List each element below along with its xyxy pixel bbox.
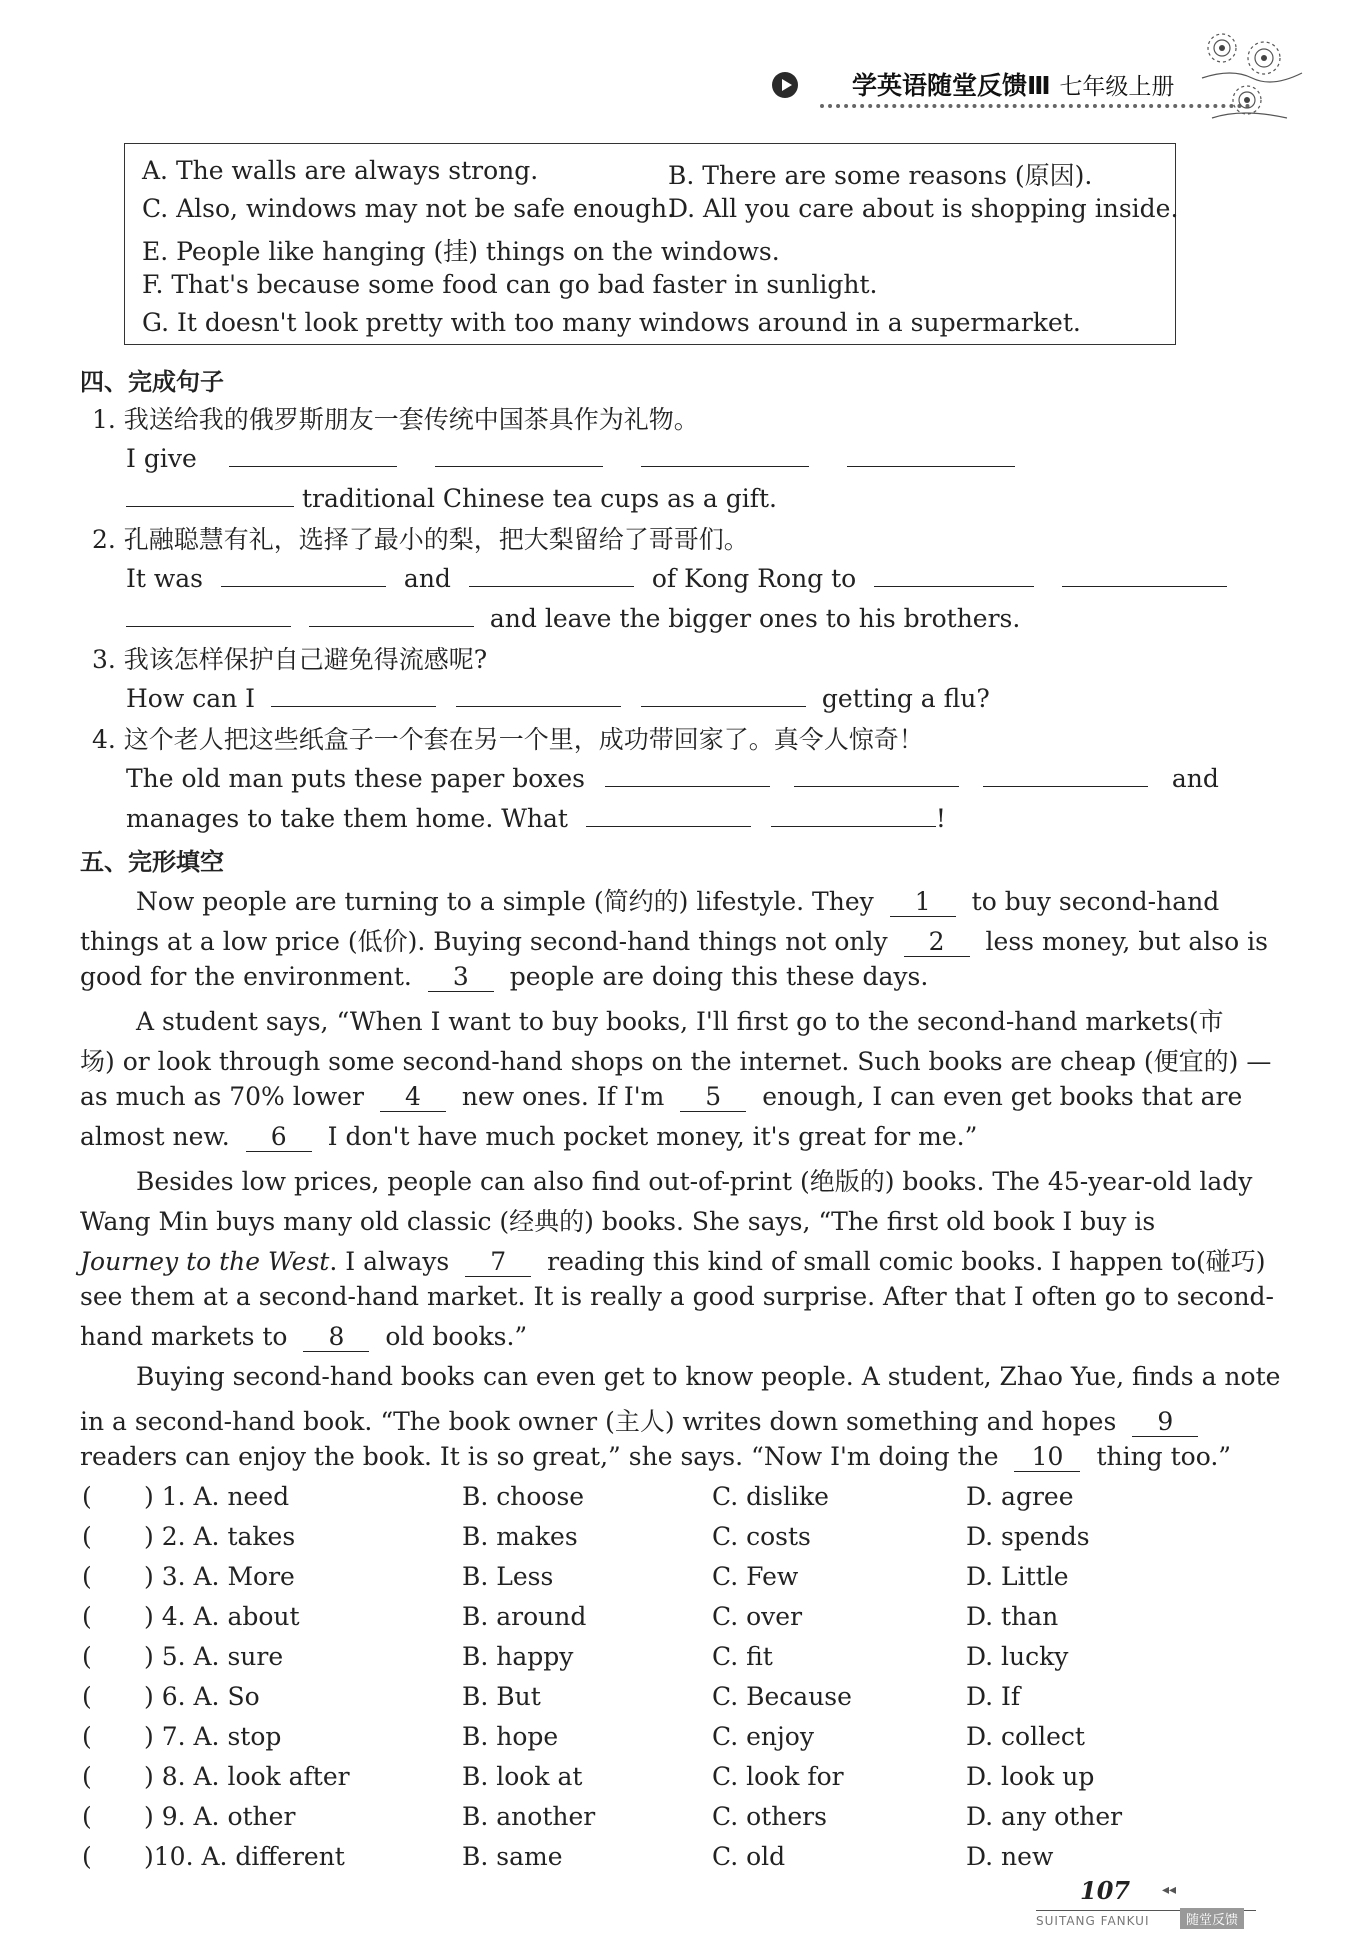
p1-line2 bbox=[80, 922, 1268, 958]
p3-line3 bbox=[80, 1242, 1266, 1278]
choice-option: B. another bbox=[462, 1802, 596, 1831]
footer-label: SUITANG FANKUI bbox=[1036, 1914, 1150, 1928]
option-d: D. All you care about is shopping inside. bbox=[668, 194, 1179, 223]
choice-option: C. Because bbox=[712, 1682, 852, 1711]
answer-paren[interactable]: ( bbox=[82, 1682, 92, 1711]
p3-text: . I always bbox=[329, 1247, 450, 1276]
p1-line3 bbox=[80, 962, 928, 992]
choice-option: ) 5. A. sure bbox=[144, 1642, 284, 1671]
p1-text: people are doing this these days. bbox=[509, 962, 929, 991]
choice-option: ) 9. A. other bbox=[144, 1802, 296, 1831]
q3-text: How can I bbox=[126, 684, 256, 713]
choice-option: ) 8. A. look after bbox=[144, 1762, 350, 1791]
q4-line2 bbox=[126, 800, 946, 833]
choice-option: ) 4. A. about bbox=[144, 1602, 300, 1631]
answer-blank[interactable] bbox=[641, 680, 806, 707]
p4-text: thing too.” bbox=[1096, 1442, 1232, 1471]
play-icon bbox=[772, 72, 798, 98]
p4-text: in a second-hand book. “The book owner (主人) writes down something and hopes bbox=[80, 1407, 1117, 1436]
answer-blank[interactable] bbox=[309, 600, 474, 627]
answer-paren[interactable]: ( bbox=[82, 1562, 92, 1591]
p2-text: I don't have much pocket money, it's great for me.” bbox=[327, 1122, 978, 1151]
choice-option: B. same bbox=[462, 1842, 563, 1871]
cloze-blank-2[interactable]: 2 bbox=[904, 927, 970, 957]
p4-line3 bbox=[80, 1442, 1231, 1472]
answer-blank[interactable] bbox=[456, 680, 621, 707]
answer-blank[interactable] bbox=[983, 760, 1148, 787]
cloze-blank-10[interactable]: 10 bbox=[1014, 1442, 1080, 1472]
q1-chinese: 1. 我送给我的俄罗斯朋友一套传统中国茶具作为礼物。 bbox=[92, 405, 699, 434]
choice-option: D. spends bbox=[966, 1522, 1090, 1551]
answer-paren[interactable]: ( bbox=[82, 1722, 92, 1751]
q2-of: of Kong Rong to bbox=[651, 564, 857, 593]
p1-line1 bbox=[136, 882, 1219, 918]
p2-text: enough, I can even get books that are bbox=[762, 1082, 1243, 1111]
choice-option: B. around bbox=[462, 1602, 587, 1631]
choice-option: D. new bbox=[966, 1842, 1054, 1871]
answer-blank[interactable] bbox=[874, 560, 1034, 587]
q3-line1 bbox=[126, 680, 990, 713]
p4-text: readers can enjoy the book. It is so great,” she says. “Now I'm doing the bbox=[80, 1442, 999, 1471]
p2-line1: A student says, “When I want to buy books, I'll first go to the second-hand markets(市 bbox=[136, 1007, 1224, 1036]
p1-text: good for the environment. bbox=[80, 962, 412, 991]
p2-line2: 场) or look through some second-hand shops on the internet. Such books are cheap (便宜的) — bbox=[80, 1047, 1272, 1076]
choice-option: C. enjoy bbox=[712, 1722, 814, 1751]
choice-option: ) 1. A. need bbox=[144, 1482, 290, 1511]
q2-chinese: 2. 孔融聪慧有礼，选择了最小的梨，把大梨留给了哥哥们。 bbox=[92, 525, 749, 554]
choice-option: B. makes bbox=[462, 1522, 578, 1551]
q4-text-2: manages to take them home. What bbox=[126, 804, 568, 833]
q4-chinese: 4. 这个老人把这些纸盒子一个套在另一个里，成功带回家了。真令人惊奇！ bbox=[92, 725, 924, 754]
choice-option: C. look for bbox=[712, 1762, 844, 1791]
option-e: E. People like hanging (挂) things on the windows. bbox=[142, 237, 780, 266]
option-b: B. There are some reasons (原因). bbox=[668, 161, 1093, 190]
answer-blank[interactable] bbox=[771, 800, 936, 827]
q2-line1 bbox=[126, 560, 1227, 593]
p1-text: Now people are turning to a simple (简约的) lifestyle. They bbox=[136, 887, 874, 916]
choice-option: ) 3. A. More bbox=[144, 1562, 295, 1591]
cloze-blank-8[interactable]: 8 bbox=[303, 1322, 369, 1352]
choice-option: D. any other bbox=[966, 1802, 1123, 1831]
choice-option: B. look at bbox=[462, 1762, 583, 1791]
cloze-blank-6[interactable]: 6 bbox=[246, 1122, 312, 1152]
choice-option: C. fit bbox=[712, 1642, 773, 1671]
p2-text: as much as 70% lower bbox=[80, 1082, 364, 1111]
series-title: 学英语随堂反馈Ⅲ bbox=[852, 71, 1051, 100]
answer-blank[interactable] bbox=[435, 440, 603, 467]
cloze-blank-9[interactable]: 9 bbox=[1132, 1407, 1198, 1437]
p4-line1: Buying second-hand books can even get to know people. A student, Zhao Yue, finds a note bbox=[136, 1362, 1281, 1391]
choice-option: C. others bbox=[712, 1802, 827, 1831]
choice-option: C. dislike bbox=[712, 1482, 829, 1511]
p3-line1: Besides low prices, people can also find out-of-print (绝版的) books. The 45-year-old lady bbox=[136, 1167, 1253, 1196]
section4-heading: 四、完成句子 bbox=[80, 368, 224, 396]
choice-option: ) 2. A. takes bbox=[144, 1522, 296, 1551]
answer-paren[interactable]: ( bbox=[82, 1642, 92, 1671]
answer-paren[interactable]: ( bbox=[82, 1802, 92, 1831]
choice-option: B. happy bbox=[462, 1642, 574, 1671]
q1-text: I give bbox=[126, 444, 197, 473]
p3-line2: Wang Min buys many old classic (经典的) books. She says, “The first old book I buy is bbox=[80, 1207, 1156, 1236]
answer-blank[interactable] bbox=[1062, 560, 1227, 587]
choice-option: )10. A. different bbox=[144, 1842, 345, 1871]
choice-option: B. Less bbox=[462, 1562, 554, 1591]
q4-and: and bbox=[1171, 764, 1219, 793]
p2-line3 bbox=[80, 1082, 1242, 1112]
book-title bbox=[852, 66, 1174, 102]
answer-blank[interactable] bbox=[126, 480, 294, 507]
q1-line1 bbox=[126, 440, 1015, 473]
choice-option: D. than bbox=[966, 1602, 1059, 1631]
q2-line2 bbox=[126, 600, 1020, 633]
option-a: A. The walls are always strong. bbox=[142, 156, 539, 185]
q1-line2 bbox=[126, 480, 777, 513]
p3-text: old books.” bbox=[385, 1322, 528, 1351]
page-number: 107 bbox=[1080, 1876, 1131, 1905]
answer-paren[interactable]: ( bbox=[82, 1482, 92, 1511]
answer-paren[interactable]: ( bbox=[82, 1602, 92, 1631]
section5-heading: 五、完形填空 bbox=[80, 848, 224, 876]
q2-text: It was bbox=[126, 564, 204, 593]
answer-blank[interactable] bbox=[221, 560, 386, 587]
choice-option: C. over bbox=[712, 1602, 803, 1631]
choice-option: D. lucky bbox=[966, 1642, 1069, 1671]
answer-blank[interactable] bbox=[229, 440, 397, 467]
cloze-blank-3[interactable]: 3 bbox=[428, 962, 494, 992]
cloze-blank-4[interactable]: 4 bbox=[380, 1082, 446, 1112]
answer-blank[interactable] bbox=[847, 440, 1015, 467]
p1-text: things at a low price (低价). Buying second-hand things not only bbox=[80, 927, 888, 956]
p2-text: almost new. bbox=[80, 1122, 230, 1151]
q3-text-end: getting a flu? bbox=[821, 684, 990, 713]
answer-blank[interactable] bbox=[605, 760, 770, 787]
p4-line2 bbox=[80, 1402, 1206, 1438]
q3-chinese: 3. 我该怎样保护自己避免得流感呢? bbox=[92, 645, 488, 674]
choice-option: C. Few bbox=[712, 1562, 799, 1591]
choice-option: ) 7. A. stop bbox=[144, 1722, 282, 1751]
choice-option: D. collect bbox=[966, 1722, 1085, 1751]
cloze-blank-1[interactable]: 1 bbox=[890, 887, 956, 917]
p2-text: new ones. If I'm bbox=[461, 1082, 665, 1111]
choice-option: B. But bbox=[462, 1682, 541, 1711]
option-f: F. That's because some food can go bad faster in sunlight. bbox=[142, 270, 878, 299]
q1-text-end: traditional Chinese tea cups as a gift. bbox=[301, 484, 777, 513]
choice-option: B. choose bbox=[462, 1482, 585, 1511]
grade-label: 七年级上册 bbox=[1059, 74, 1175, 100]
answer-blank[interactable] bbox=[469, 560, 634, 587]
option-g: G. It doesn't look pretty with too many windows around in a supermarket. bbox=[142, 308, 1081, 337]
answer-blank[interactable] bbox=[271, 680, 436, 707]
p3-text: reading this kind of small comic books. I happen to(碰巧) bbox=[547, 1247, 1266, 1276]
choice-option: C. old bbox=[712, 1842, 786, 1871]
flower-decoration-icon bbox=[1192, 18, 1312, 138]
answer-blank[interactable] bbox=[641, 440, 809, 467]
p1-text: to buy second-hand bbox=[971, 887, 1220, 916]
answer-paren[interactable]: ( bbox=[82, 1762, 92, 1791]
p1-text: less money, but also is bbox=[985, 927, 1268, 956]
p2-line4 bbox=[80, 1122, 977, 1152]
answer-paren[interactable]: ( bbox=[82, 1522, 92, 1551]
choice-option: D. Little bbox=[966, 1562, 1069, 1591]
q4-text: The old man puts these paper boxes bbox=[126, 764, 585, 793]
answer-paren[interactable]: ( bbox=[82, 1842, 92, 1871]
p3-text: hand markets to bbox=[80, 1322, 288, 1351]
p3-line5 bbox=[80, 1322, 527, 1352]
choice-option: B. hope bbox=[462, 1722, 559, 1751]
q4-exclaim: ! bbox=[935, 804, 946, 833]
q2-and: and bbox=[403, 564, 451, 593]
cloze-blank-7[interactable]: 7 bbox=[465, 1247, 531, 1277]
q4-line1 bbox=[126, 760, 1219, 793]
choice-option: D. If bbox=[966, 1682, 1021, 1711]
choice-option: C. costs bbox=[712, 1522, 811, 1551]
choice-option: D. agree bbox=[966, 1482, 1074, 1511]
option-c: C. Also, windows may not be safe enough. bbox=[142, 194, 676, 223]
cloze-blank-5[interactable]: 5 bbox=[680, 1082, 746, 1112]
book-title-journey: Journey to the West bbox=[80, 1247, 330, 1276]
choice-option: D. look up bbox=[966, 1762, 1095, 1791]
header-divider bbox=[820, 104, 1250, 108]
arrow-icon: ◂◂ bbox=[1162, 1882, 1177, 1898]
q2-text-end: and leave the bigger ones to his brothers. bbox=[489, 604, 1021, 633]
answer-blank[interactable] bbox=[126, 600, 291, 627]
footer-badge: 随堂反馈 bbox=[1180, 1908, 1244, 1929]
p3-line4: see them at a second-hand market. It is really a good surprise. After that I often go to second- bbox=[80, 1282, 1274, 1311]
answer-blank[interactable] bbox=[794, 760, 959, 787]
choice-option: ) 6. A. So bbox=[144, 1682, 260, 1711]
answer-blank[interactable] bbox=[586, 800, 751, 827]
